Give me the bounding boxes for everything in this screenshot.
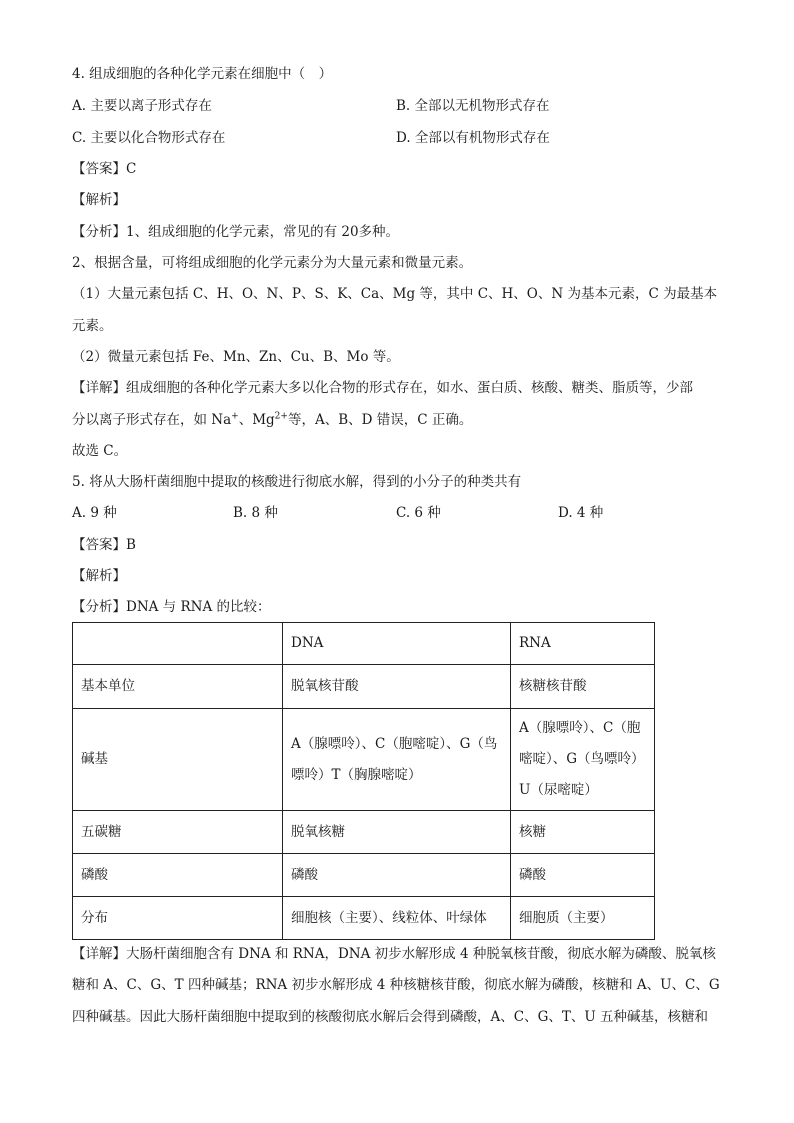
q4-answer: 【答案】C [72, 161, 137, 177]
q5-option-d: D. 4 种 [558, 505, 604, 521]
q4-fenxi-2: 2、根据含量，可将组成细胞的化学元素分为大量元素和微量元素。 [72, 255, 473, 271]
q4-option-c: C. 主要以化合物形式存在 [72, 130, 226, 146]
q5-stem: 5. 将从大肠杆菌细胞中提取的核酸进行彻底水解，得到的小分子的种类共有 [72, 474, 522, 490]
q4-fenxi-4: （2）微量元素包括 Fe、Mn、Zn、Cu、B、Mo 等。 [72, 349, 400, 365]
q4-fenxi-3a: （1）大量元素包括 C、H、O、N、P、S、K、Ca、Mg 等，其中 C、H、O、N 为基本元素，C 为最基本 [72, 286, 718, 302]
table-cell: 磷酸 [283, 854, 511, 897]
table-row [73, 811, 655, 854]
table-header-cell [73, 623, 283, 665]
q5-answer: 【答案】B [72, 537, 136, 553]
q5-analysis-title: 【解析】 [72, 568, 126, 584]
table-cell: 五碳糖 [73, 811, 283, 854]
table-cell: 核糖核苷酸 [511, 665, 655, 709]
q4-xiangjie-2-post: 等，A、B、D 错误，C 正确。 [287, 412, 473, 428]
q5-fenxi: 【分析】DNA 与 RNA 的比较： [72, 599, 271, 615]
q4-xiangjie-1: 【详解】组成细胞的各种化学元素大多以化合物的形式存在，如水、蛋白质、核酸、糖类、脂质等，少部 [72, 380, 693, 396]
mg-charge: 2+ [274, 411, 288, 422]
table-cell: A（腺嘌呤）、C（胞嘧啶）、G（鸟嘌呤）U（尿嘧啶） [511, 709, 655, 811]
q5-xiangjie-2: 糖和 A、C、G、T 四种碱基；RNA 初步水解形成 4 种核糖核苷酸，彻底水解为磷酸，核糖和 A、U、C、G [72, 977, 720, 993]
table-cell: 细胞质（主要） [511, 897, 655, 940]
table-header-row [73, 623, 655, 665]
table-cell: 分布 [73, 897, 283, 940]
q4-conclusion: 故选 C。 [72, 443, 128, 459]
q4-option-b: B. 全部以无机物形式存在 [396, 98, 550, 114]
dna-rna-comparison-table [72, 622, 655, 940]
table-cell: 脱氧核苷酸 [283, 665, 511, 709]
table-cell: A（腺嘌呤）、C（胞嘧啶）、G（鸟嘌呤）T（胸腺嘧啶） [283, 709, 511, 811]
q5-option-c: C. 6 种 [396, 505, 441, 521]
q4-xiangjie-2 [72, 410, 472, 430]
table-row [73, 854, 655, 897]
table-cell: 核糖 [511, 811, 655, 854]
table-row [73, 709, 655, 811]
q5-xiangjie-1: 【详解】大肠杆菌细胞含有 DNA 和 RNA，DNA 初步水解形成 4 种脱氧核苷酸，彻底水解为磷酸、脱氧核 [72, 946, 716, 962]
table-row [73, 665, 655, 709]
q4-xiangjie-2-pre: 分以离子形式存在，如 Na [72, 412, 232, 428]
q4-option-a: A. 主要以离子形式存在 [72, 98, 212, 114]
table-header-cell: DNA [283, 623, 511, 665]
table-header-cell: RNA [511, 623, 655, 665]
q5-option-a: A. 9 种 [72, 505, 117, 521]
q4-fenxi-1: 【分析】1、组成细胞的化学元素，常见的有 20多种。 [72, 224, 400, 240]
na-charge: + [231, 411, 239, 422]
q5-xiangjie-3: 四种碱基。因此大肠杆菌细胞中提取到的核酸彻底水解后会得到磷酸，A、C、G、T、U 五种碱基，核糖和 [72, 1009, 709, 1025]
table-cell: 碱基 [73, 709, 283, 811]
table-row [73, 897, 655, 940]
q5-option-b: B. 8 种 [233, 505, 278, 521]
table-cell: 基本单位 [73, 665, 283, 709]
q4-xiangjie-2-mid: 、Mg [238, 412, 275, 428]
q4-analysis-title: 【解析】 [72, 192, 126, 208]
table-cell: 磷酸 [73, 854, 283, 897]
table-cell: 磷酸 [511, 854, 655, 897]
q4-fenxi-3b: 元素。 [72, 318, 113, 334]
table-cell: 脱氧核糖 [283, 811, 511, 854]
q4-option-d: D. 全部以有机物形式存在 [396, 130, 550, 146]
q4-stem: 4. 组成细胞的各种化学元素在细胞中（ ） [72, 66, 333, 82]
table-cell: 细胞核（主要）、线粒体、叶绿体 [283, 897, 511, 940]
